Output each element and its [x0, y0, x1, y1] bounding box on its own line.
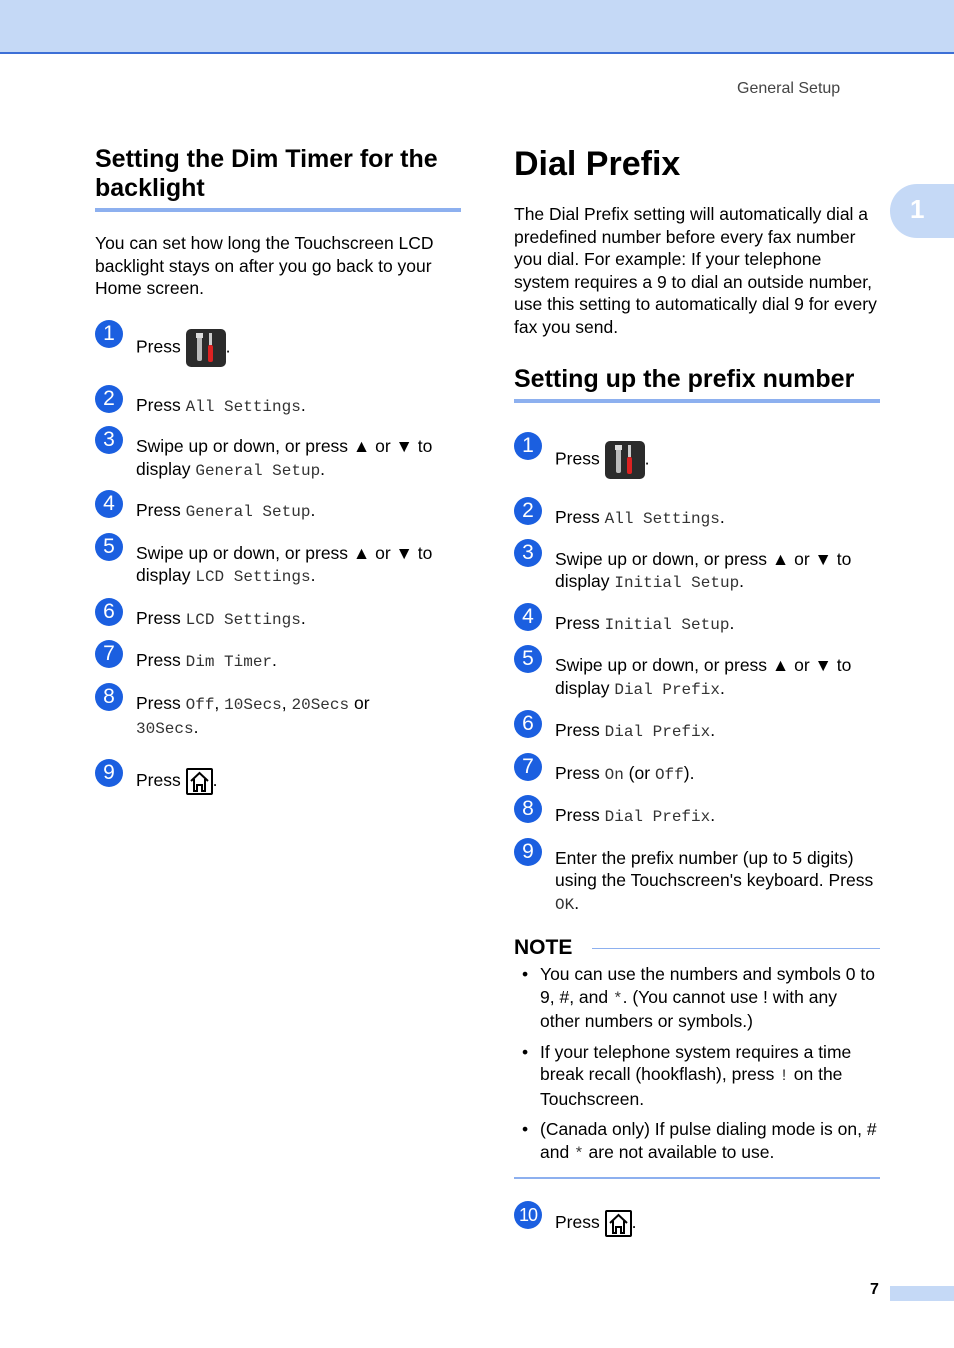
menu-label: On — [604, 765, 624, 784]
step-2: 2 Press All Settings. — [514, 506, 880, 531]
running-head: General Setup — [737, 80, 841, 97]
step-number: 8 — [514, 795, 542, 823]
menu-label: 30Secs — [136, 720, 194, 738]
step-1: 1 Press . — [95, 329, 461, 367]
left-column — [95, 145, 461, 795]
note-item: • You can use the numbers and symbols 0 to 9, #, and *. (You cannot use ! with any other numbers or symbols.) — [514, 963, 880, 1033]
step-3: 3 Swipe up or down, or press ▲ or ▼ to display Initial Setup. — [514, 548, 880, 595]
step-8: 8 Press Dial Prefix. — [514, 804, 880, 829]
step-number: 8 — [95, 683, 123, 711]
step-number: 7 — [95, 640, 123, 668]
section-intro: You can set how long the Touchscreen LCD backlight stays on after you go back to your Home screen. — [95, 233, 434, 298]
section-title: Setting the Dim Timer for the backlight — [95, 145, 461, 212]
menu-label: Off — [185, 695, 215, 714]
step-7: 7 Press On (or Off). — [514, 762, 880, 787]
step-10: 10 Press . — [514, 1210, 880, 1237]
menu-label: 10Secs — [224, 695, 282, 714]
step-4: 4 Press Initial Setup. — [514, 612, 880, 637]
page-tab — [890, 1286, 954, 1301]
symbol: ! — [779, 1067, 789, 1085]
step-number: 3 — [514, 539, 542, 567]
menu-label: Dial Prefix — [604, 808, 711, 826]
page-number: 7 — [870, 1281, 879, 1298]
symbol: * — [574, 1144, 584, 1163]
menu-label: All Settings — [185, 397, 301, 416]
menu-label: General Setup — [195, 461, 321, 480]
step-number: 6 — [95, 598, 123, 626]
step-number: 9 — [514, 838, 542, 866]
step-number: 3 — [95, 426, 123, 454]
step-number: 2 — [514, 497, 542, 525]
menu-label: Initial Setup — [604, 615, 730, 634]
menu-label: OK — [555, 895, 575, 914]
menu-label: Initial Setup — [614, 574, 740, 592]
note-item: • If your telephone system requires a time break recall (hookflash), press ! on the Touchscreen. — [514, 1041, 880, 1111]
step-5: 5 Swipe up or down, or press ▲ or ▼ to display LCD Settings. — [95, 542, 461, 589]
note-title: NOTE — [514, 936, 573, 959]
step-list — [95, 321, 461, 795]
step-number: 1 — [95, 320, 123, 348]
step-list — [514, 434, 880, 916]
menu-label: All Settings — [604, 510, 720, 528]
step-number: 4 — [95, 490, 123, 518]
chapter-tab — [890, 184, 954, 238]
home-icon — [186, 768, 213, 795]
note-item: • (Canada only) If pulse dialing mode is on, # and * are not available to use. — [514, 1118, 880, 1165]
step-9: 9 Enter the prefix number (up to 5 digits) using the Touchscreen's keyboard. Press OK. — [514, 847, 880, 917]
menu-label: 20Secs — [291, 695, 350, 714]
chapter-number: 1 — [910, 194, 925, 224]
step-list-final — [514, 1205, 880, 1237]
menu-label: Dial Prefix — [604, 723, 711, 741]
step-7: 7 Press Dim Timer. — [95, 649, 461, 674]
step-2: 2 Press All Settings. — [95, 394, 461, 419]
menu-label: Dial Prefix — [614, 680, 720, 699]
menu-label: Off — [654, 765, 684, 784]
step-5: 5 Swipe up or down, or press ▲ or ▼ to display Dial Prefix. — [514, 654, 880, 701]
menu-label: LCD Settings — [195, 568, 311, 586]
step-6: 6 Press Dial Prefix. — [514, 719, 880, 744]
note-list — [514, 963, 880, 1165]
note-end-rule — [514, 1177, 880, 1179]
step-number: 7 — [514, 753, 542, 781]
menu-label: LCD Settings — [185, 610, 301, 629]
step-3: 3 Swipe up or down, or press ▲ or ▼ to display General Setup. — [95, 435, 461, 482]
step-number: 5 — [95, 533, 123, 561]
step-1: 1 Press . — [514, 441, 880, 479]
step-8: 8 Press Off, 10Secs, 20Secs or 30Secs. — [95, 692, 461, 741]
step-number: 9 — [95, 759, 123, 787]
step-9: 9 Press . — [95, 768, 461, 795]
step-number: 6 — [514, 710, 542, 738]
subsection-title: Setting up the prefix number — [514, 365, 880, 403]
right-column — [514, 145, 880, 1237]
step-6: 6 Press LCD Settings. — [95, 607, 461, 632]
menu-label: General Setup — [185, 503, 311, 521]
step-number: 5 — [514, 645, 542, 673]
section-intro: The Dial Prefix setting will automatically dial a predefined number before every fax number you dial. For example: If your telephone system requires a 9 to dial an outside number, use this setting to automatically dial 9 for every fax you send. — [514, 204, 877, 337]
page-title: Dial Prefix — [514, 145, 681, 183]
top-band — [0, 0, 954, 54]
step-4: 4 Press General Setup. — [95, 499, 461, 524]
step-number: 2 — [95, 385, 123, 413]
note-header — [514, 936, 880, 960]
tools-icon — [605, 441, 645, 479]
step-number: 4 — [514, 603, 542, 631]
tools-icon — [186, 329, 226, 367]
step-number: 1 — [514, 432, 542, 460]
menu-label: Dim Timer — [185, 653, 273, 671]
note-rule — [592, 948, 880, 949]
symbol: * — [612, 989, 623, 1008]
step-number: 10 — [514, 1201, 542, 1229]
home-icon — [605, 1210, 632, 1237]
